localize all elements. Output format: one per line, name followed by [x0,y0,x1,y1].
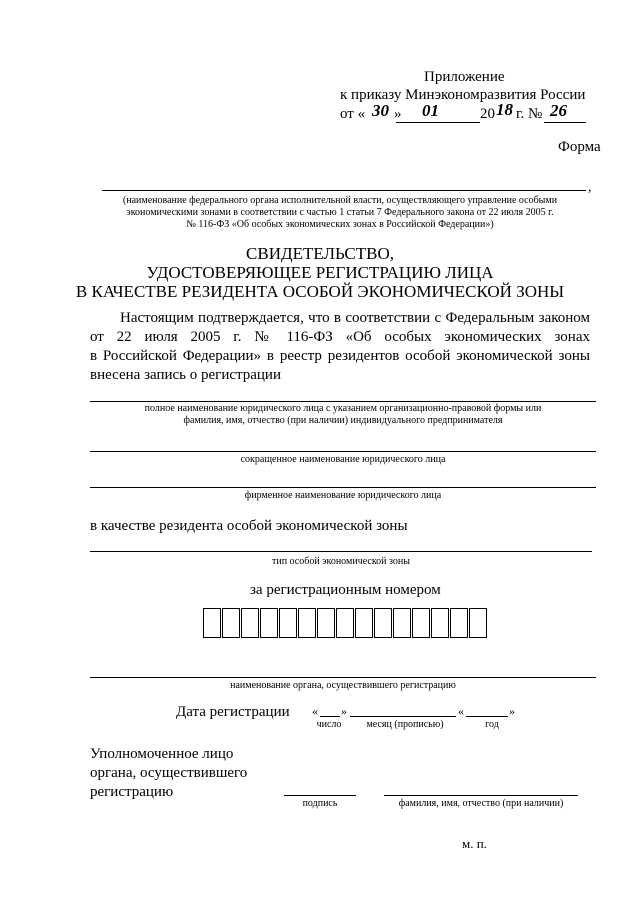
reg-year-open: « [458,704,464,718]
form-label: Форма [558,139,601,155]
body-line-3: в Российской Федерации» в реестр резидентов особой экономической зоны [90,348,590,364]
appendix-label: Приложение [424,69,505,85]
reg-number-cell [336,608,354,638]
year-caption: год [485,719,499,730]
reg-number-cell [469,608,487,638]
firm-name-caption: фирменное наименование юридического лица [244,490,442,501]
zone-type-caption: тип особой экономической зоны [271,556,410,567]
authorized-person-label: Уполномоченное лицо органа, осуществившего регистрацию [90,746,248,800]
body-line-2: от 22 июля 2005 г. № 116-ФЗ «Об особых экономических зонах [90,329,590,345]
reg-number-cell [222,608,240,638]
document-title: СВИДЕТЕЛЬСТВО, УДОСТОВЕРЯЮЩЕЕ РЕГИСТРАЦИЮ ЛИЦА В КАЧЕСТВЕ РЕЗИДЕНТА ОСОБОЙ ЭКОНОМИЧЕСКОЙ ЗОНЫ [75,244,565,301]
reg-number-cell [260,608,278,638]
body-line-4: внесена запись о регистрации [90,367,281,383]
as-resident-text: в качестве резидента особой экономической зоны [90,518,408,534]
reg-day-open: « [312,704,318,718]
reg-number-cell [374,608,392,638]
year-prefix: 20 [480,106,495,122]
order-date-line [340,100,590,127]
reg-year-close: » [509,704,515,718]
short-name-caption: сокращенное наименование юридического лица [240,454,446,465]
order-number: 26 [550,101,567,120]
reg-day-close: » [341,704,347,718]
order-reference: к приказу Минэкономразвития России [340,87,586,103]
reg-number-cell [317,608,335,638]
authority-caption: (наименование федерального органа исполнительной власти, осуществляющего управление особыми экономическими зонами в соответствии с частью 1 статьи 7 Федерального закона от 22 июля 2005 г. № 116-ФЗ «Об особых экономических зонах в Российской Федерации») [122,195,558,230]
day-caption: число [316,719,342,730]
full-name-caption: полное наименование юридического лица с указанием организационно-правовой формы или фамилия, имя, отчество (при наличии) индивидуального предпринимателя [144,403,542,426]
month-caption: месяц (прописью) [366,719,444,730]
reg-number-cell [450,608,468,638]
body-line-1: Настоящим подтверждается, что в соответствии с Федеральным законом [120,310,590,326]
reg-number-cell [393,608,411,638]
date-prefix: от « [340,106,366,122]
reg-number-label: за регистрационным номером [250,582,441,598]
signature-caption: подпись [302,798,338,809]
order-month: 01 [422,101,439,120]
reg-number-cell [355,608,373,638]
reg-date-label: Дата регистрации [176,704,290,720]
year-word: г. № [516,106,543,122]
reg-number-cell [241,608,259,638]
reg-number-cell [431,608,449,638]
date-day-close: » [394,106,402,122]
order-day: 30 [372,101,389,120]
fio-caption: фамилия, имя, отчество (при наличии) [398,798,564,809]
reg-number-cell [279,608,297,638]
reg-body-caption: наименование органа, осуществившего регистрацию [230,680,456,691]
reg-number-cell [412,608,430,638]
stamp-place: м. п. [462,836,487,851]
reg-number-cell [203,608,221,638]
order-year: 18 [496,100,513,119]
reg-number-cell [298,608,316,638]
